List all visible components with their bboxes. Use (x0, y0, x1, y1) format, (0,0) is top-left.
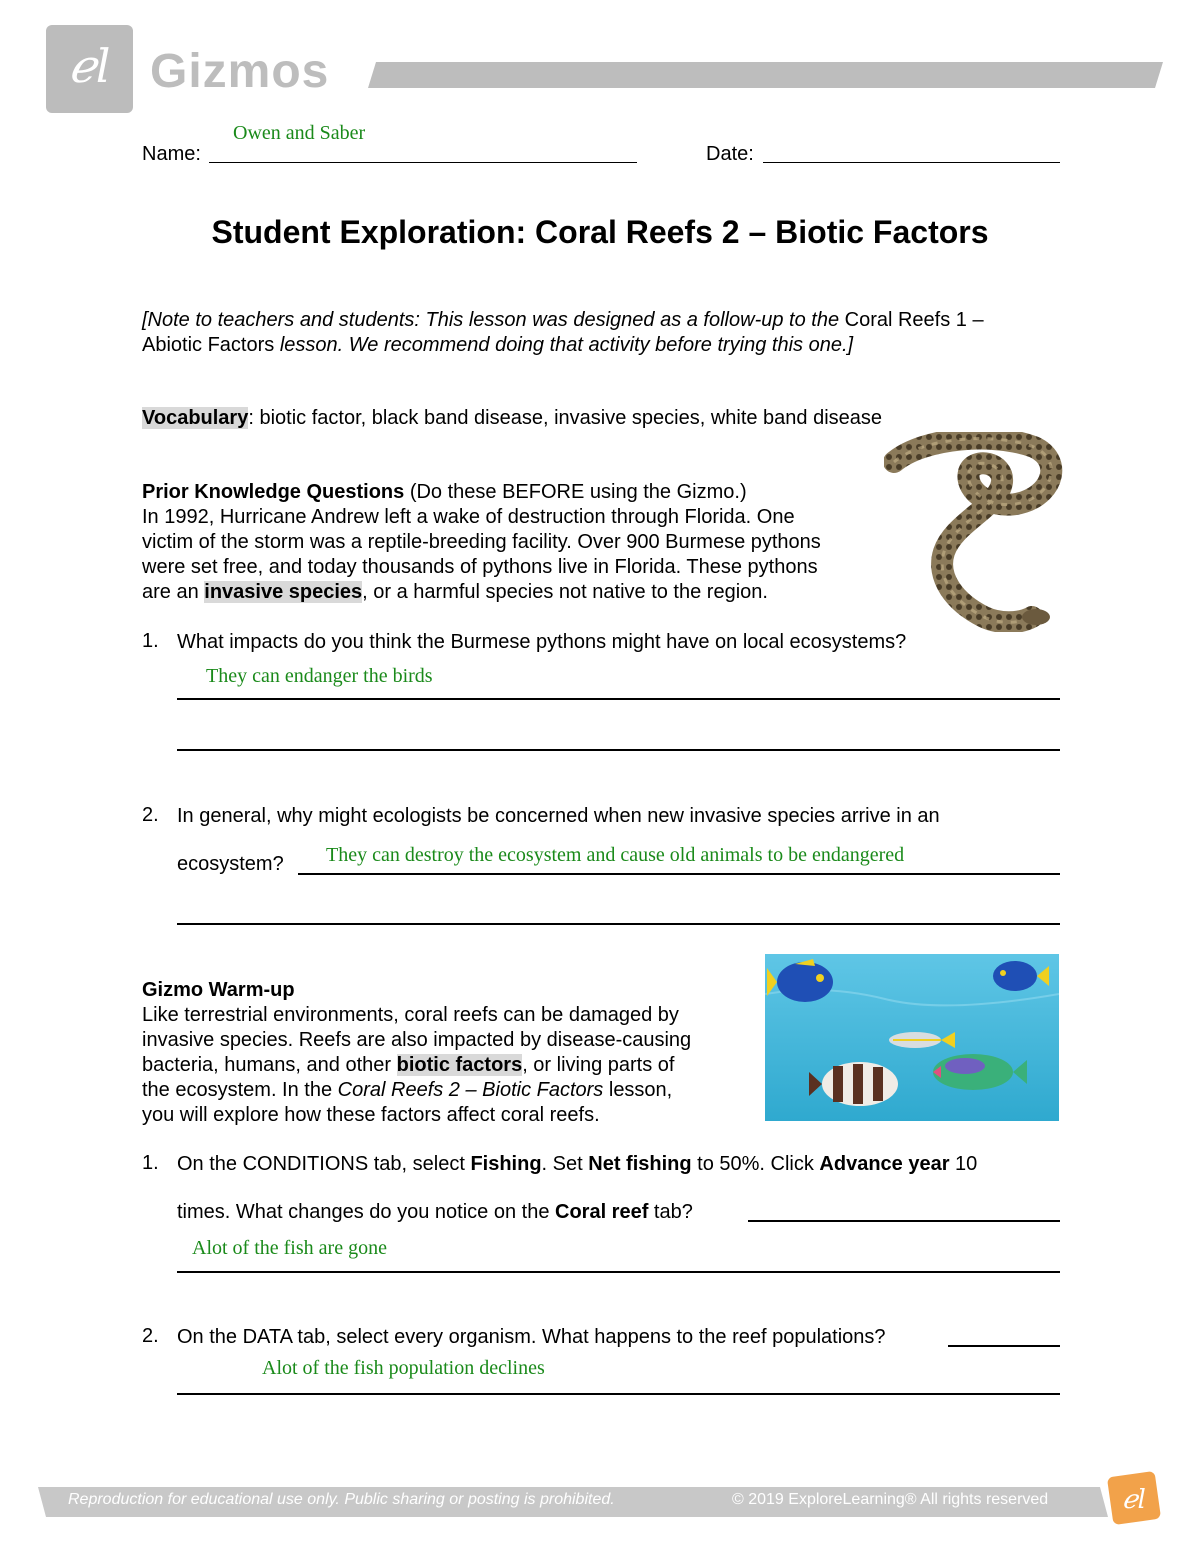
svg-text:ℯl: ℯl (1122, 1485, 1146, 1515)
warmup-q2-answer: Alot of the fish population declines (262, 1357, 545, 1379)
answer-line[interactable] (177, 923, 1060, 925)
answer-line[interactable] (748, 1220, 1060, 1222)
date-label: Date: (706, 143, 754, 165)
name-field[interactable] (209, 162, 637, 163)
vocabulary: Vocabulary: biotic factor, black band disease, invasive species, white band disease (142, 407, 883, 429)
header-bar (368, 62, 1163, 88)
footer-copyright: © 2019 ExploreLearning® All rights reserved (732, 1491, 1049, 1508)
warmup-q1-number: 1. (142, 1152, 159, 1174)
page-title: Student Exploration: Coral Reefs 2 – Biotic Factors (211, 214, 989, 250)
name-value: Owen and Saber (233, 122, 366, 144)
coral-reef-fish-image (765, 954, 1059, 1121)
python-snake-image (884, 432, 1064, 632)
warmup-q1-text-2: times. What changes do you notice on the Coral reef tab? (177, 1201, 693, 1223)
warmup-q1-answer: Alot of the fish are gone (192, 1237, 387, 1259)
name-label: Name: (142, 143, 201, 165)
answer-line[interactable] (177, 1393, 1060, 1395)
prior-q2-text: In general, why might ecologists be concerned when new invasive species arrive in an (177, 805, 940, 827)
answer-line[interactable] (177, 698, 1060, 700)
explorelearning-logo-icon (1106, 1470, 1162, 1526)
footer-disclaimer: Reproduction for educational use only. Public sharing or posting is prohibited. (68, 1491, 615, 1508)
prior-q2-answer: They can destroy the ecosystem and cause old animals to be endangered (326, 844, 905, 866)
answer-line[interactable] (177, 749, 1060, 751)
prior-knowledge-heading: Prior Knowledge Questions (142, 481, 405, 503)
prior-knowledge-section: Prior Knowledge Questions (Do these BEFORE using the Gizmo.) In 1992, Hurricane Andrew left a wake of destruction through Florida. One victim of the storm was a reptile-breeding facility. Over 900 Burmese pythons were set free, and today thousands of pythons live in Florida. These pythons are an invasive species, or a harmful species not native to the region. (142, 481, 821, 603)
gizmos-logo: ℯl (46, 25, 133, 113)
answer-line[interactable] (948, 1345, 1060, 1347)
answer-line[interactable] (177, 1271, 1060, 1273)
warmup-section: Gizmo Warm-up Like terrestrial environments, coral reefs can be damaged by invasive species. Reefs are also impacted by disease-causing bacteria, humans, and other biotic factors, or living parts of the ecosystem. In the Coral Reefs 2 – Biotic Factors lesson, you will explore how these factors affect coral reefs. (142, 979, 692, 1126)
brand-title: Gizmos (150, 45, 330, 98)
vocabulary-label: Vocabulary (142, 407, 249, 429)
answer-line[interactable] (298, 873, 1060, 875)
warmup-heading: Gizmo Warm-up (142, 979, 295, 1001)
prior-q1-answer: They can endanger the birds (206, 665, 433, 687)
prior-q2-number: 2. (142, 804, 159, 826)
prior-q1-text: What impacts do you think the Burmese pythons might have on local ecosystems? (177, 631, 907, 653)
teacher-note: [Note to teachers and students: This lesson was designed as a follow-up to the Coral Reefs 1 – Abiotic Factors lesson. We recommend doing that activity before trying this one.] (142, 309, 984, 356)
warmup-q2-text: On the DATA tab, select every organism. What happens to the reef populations? (177, 1326, 886, 1348)
date-field[interactable] (763, 162, 1060, 163)
prior-q2-text-2: ecosystem? (177, 853, 284, 875)
warmup-q2-number: 2. (142, 1325, 159, 1347)
prior-q1-number: 1. (142, 630, 159, 652)
warmup-q1-text: On the CONDITIONS tab, select Fishing. Set Net fishing to 50%. Click Advance year 10 (177, 1153, 978, 1175)
